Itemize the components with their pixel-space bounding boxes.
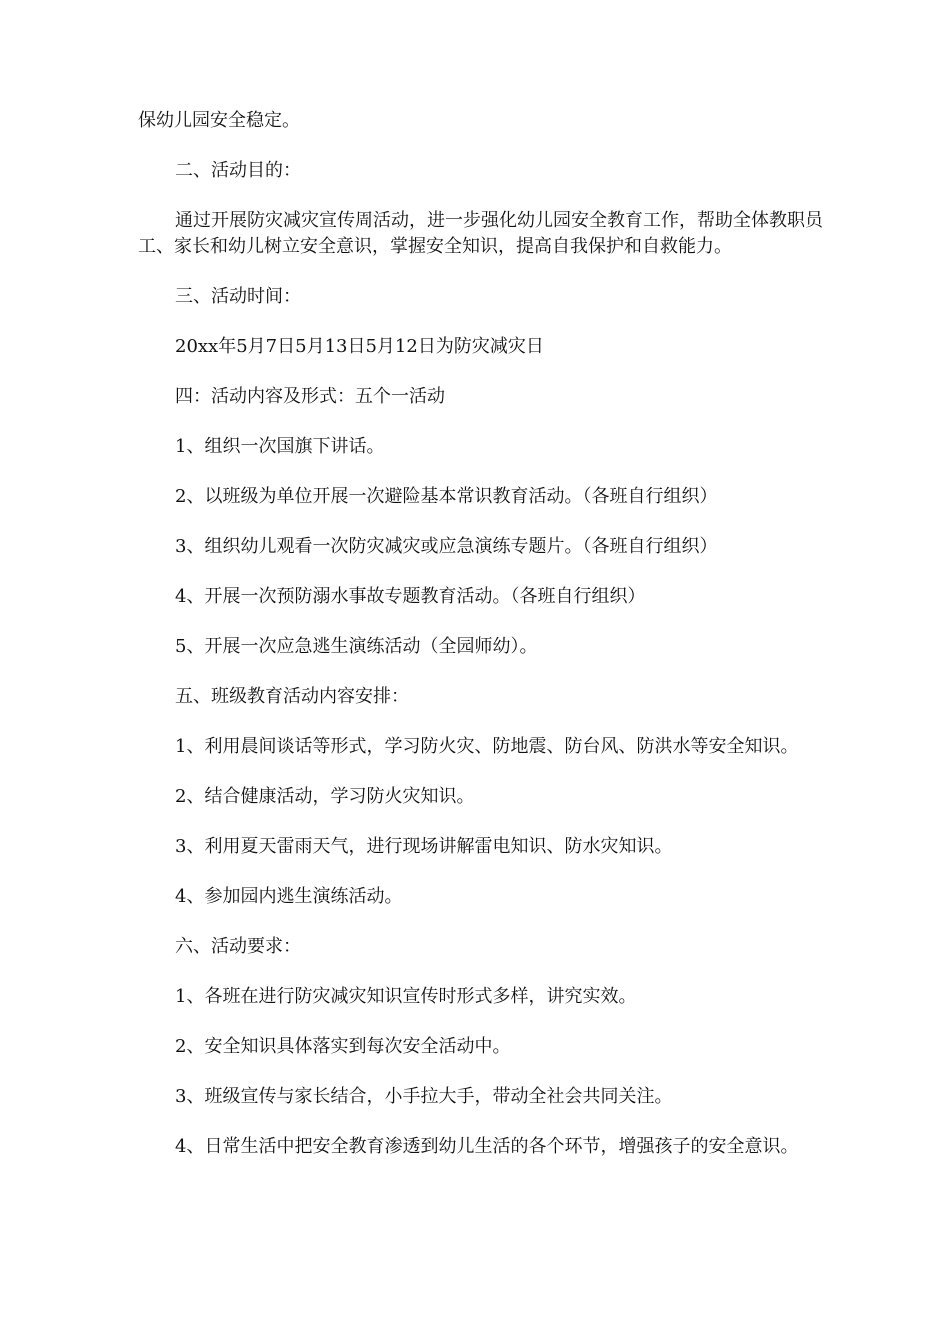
paragraph-activity-purpose: 通过开展防灾减灾宣传周活动，进一步强化幼儿园安全教育工作，帮助全体教职员工、家长和幼儿树立安全意识，掌握安全知识，提高自我保护和自救能力。 [138, 210, 823, 257]
paragraph-activity-time: 20xx年5月7日5月13日5月12日为防灾减灾日 [175, 336, 544, 357]
heading-class-arrangement: 五、班级教育活动内容安排： [175, 686, 409, 707]
list-item-requirement-1: 1、各班在进行防灾减灾知识宣传时形式多样，讲究实效。 [175, 986, 637, 1007]
list-item-requirement-3: 3、班级宣传与家长结合，小手拉大手，带动全社会共同关注。 [175, 1086, 673, 1107]
list-item-requirement-4: 4、日常生活中把安全教育渗透到幼儿生活的各个环节，增强孩子的安全意识。 [175, 1136, 799, 1157]
list-item-content-2: 2、以班级为单位开展一次避险基本常识教育活动。（各班自行组织） [175, 486, 718, 507]
list-item-arrangement-4: 4、参加园内逃生演练活动。 [175, 886, 403, 907]
heading-activity-requirements: 六、活动要求： [175, 936, 301, 957]
list-item-content-4: 4、开展一次预防溺水事故专题教育活动。（各班自行组织） [175, 586, 646, 607]
list-item-arrangement-3: 3、利用夏天雷雨天气，进行现场讲解雷电知识、防水灾知识。 [175, 836, 673, 857]
list-item-arrangement-1: 1、利用晨间谈话等形式，学习防火灾、防地震、防台风、防洪水等安全知识。 [175, 736, 799, 757]
list-item-arrangement-2: 2、结合健康活动，学习防火灾知识。 [175, 786, 475, 807]
heading-activity-time: 三、活动时间： [175, 286, 301, 307]
document-body [138, 108, 828, 1184]
list-item-content-1: 1、组织一次国旗下讲话。 [175, 436, 385, 457]
list-item-requirement-2: 2、安全知识具体落实到每次安全活动中。 [175, 1036, 511, 1057]
heading-activity-purpose: 二、活动目的： [175, 160, 301, 181]
list-item-content-3: 3、组织幼儿观看一次防灾减灾或应急演练专题片。（各班自行组织） [175, 536, 718, 557]
heading-activity-content: 四：活动内容及形式：五个一活动 [175, 386, 445, 407]
list-item-content-5: 5、开展一次应急逃生演练活动（全园师幼）。 [175, 636, 538, 657]
paragraph-intro-end: 保幼儿园安全稳定。 [138, 110, 300, 131]
